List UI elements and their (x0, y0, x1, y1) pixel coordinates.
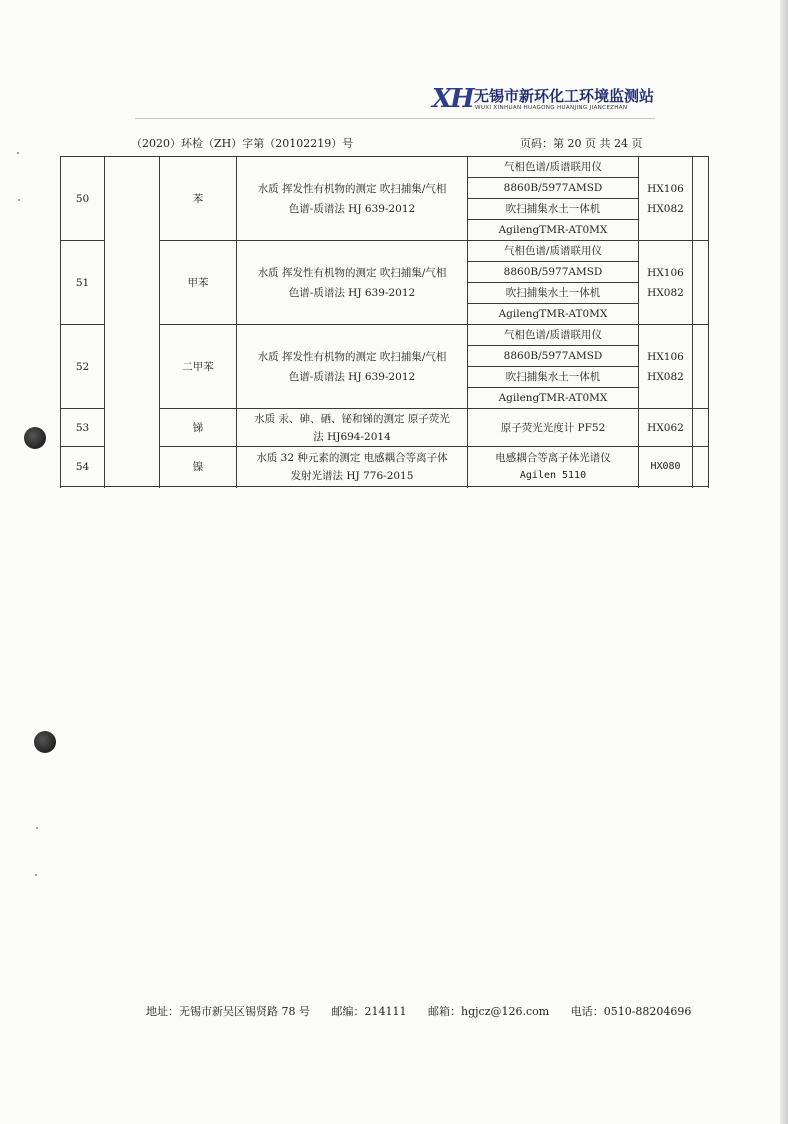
footer-phone: 电话：0510-88204696 (570, 1005, 692, 1018)
test-method: 水质 挥发性有机物的测定 吹扫捕集/气相 色谱-质谱法 HJ 639-2012 (237, 157, 468, 241)
header-divider (135, 118, 655, 119)
instrument-code: HX106 HX082 (639, 325, 693, 409)
punch-hole (34, 731, 56, 753)
test-item: 镍 (160, 447, 237, 487)
test-method: 水质 挥发性有机物的测定 吹扫捕集/气相 色谱-质谱法 HJ 639-2012 (237, 241, 468, 325)
scan-speck (35, 874, 37, 876)
instrument-line: 8860B/5977AMSD (468, 262, 639, 283)
scan-speck (36, 827, 38, 829)
test-method: 水质 32 种元素的测定 电感耦合等离子体 发射光谱法 HJ 776-2015 (237, 447, 468, 487)
page-edge-shadow (780, 0, 788, 1124)
footer-address: 地址：无锡市新吴区锡贤路 78 号 (146, 1005, 310, 1018)
logo-mark: XH (432, 84, 473, 114)
instrument-line: 原子荧光光度计 PF52 (468, 409, 639, 447)
category-cell (105, 157, 160, 487)
instrument-line: AgilengTMR-AT0MX (468, 304, 639, 325)
instrument-line: 吹扫捕集水土一体机 (468, 367, 639, 388)
org-logo (432, 82, 672, 118)
test-item: 二甲苯 (160, 325, 237, 409)
org-name-cn: 无锡市新环化工环境监测站 (474, 87, 655, 105)
instrument-code: HX106 HX082 (639, 241, 693, 325)
page-number: 页码：第 20 页 共 24 页 (520, 137, 643, 150)
instrument-line: 吹扫捕集水土一体机 (468, 199, 639, 220)
test-method: 水质 挥发性有机物的测定 吹扫捕集/气相 色谱-质谱法 HJ 639-2012 (237, 325, 468, 409)
row-number: 54 (61, 447, 105, 487)
remark-cell (693, 409, 709, 447)
instrument-line: 8860B/5977AMSD (468, 346, 639, 367)
instrument-code: HX080 (639, 447, 693, 487)
instrument-line: 气相色谱/质谱联用仪 (468, 241, 639, 262)
scan-speck (17, 152, 19, 154)
instrument-line: 气相色谱/质谱联用仪 (468, 325, 639, 346)
table-row (61, 157, 709, 178)
remark-cell (693, 157, 709, 241)
footer-email: 邮箱：hgjcz@126.com (428, 1005, 550, 1018)
row-number: 51 (61, 241, 105, 325)
instrument-line: 8860B/5977AMSD (468, 178, 639, 199)
test-method: 水质 汞、砷、硒、铋和锑的测定 原子荧光 法 HJ694-2014 (237, 409, 468, 447)
scan-speck (18, 199, 20, 201)
remark-cell (693, 241, 709, 325)
instrument-line: AgilengTMR-AT0MX (468, 388, 639, 409)
row-number: 53 (61, 409, 105, 447)
report-number: （2020）环检（ZH）字第（20102219）号 (131, 137, 354, 150)
test-item: 锑 (160, 409, 237, 447)
row-number: 50 (61, 157, 105, 241)
test-item: 甲苯 (160, 241, 237, 325)
org-name-en: WUXI XINHUAN HUAGONG HUANJING JIANCEZHAN (475, 105, 628, 111)
instrument-line: 气相色谱/质谱联用仪 (468, 157, 639, 178)
remark-cell (693, 325, 709, 409)
remark-cell (693, 447, 709, 487)
test-method-table (60, 156, 709, 487)
footer-postcode: 邮编：214111 (331, 1005, 407, 1018)
punch-hole (24, 427, 46, 449)
instrument-line: 吹扫捕集水土一体机 (468, 283, 639, 304)
footer-contact (146, 1003, 709, 1019)
row-number: 52 (61, 325, 105, 409)
instrument-line: 电感耦合等离子体光谱仪 Agilen 5110 (468, 447, 639, 487)
instrument-line: AgilengTMR-AT0MX (468, 220, 639, 241)
test-item: 苯 (160, 157, 237, 241)
instrument-code: HX062 (639, 409, 693, 447)
instrument-code: HX106 HX082 (639, 157, 693, 241)
